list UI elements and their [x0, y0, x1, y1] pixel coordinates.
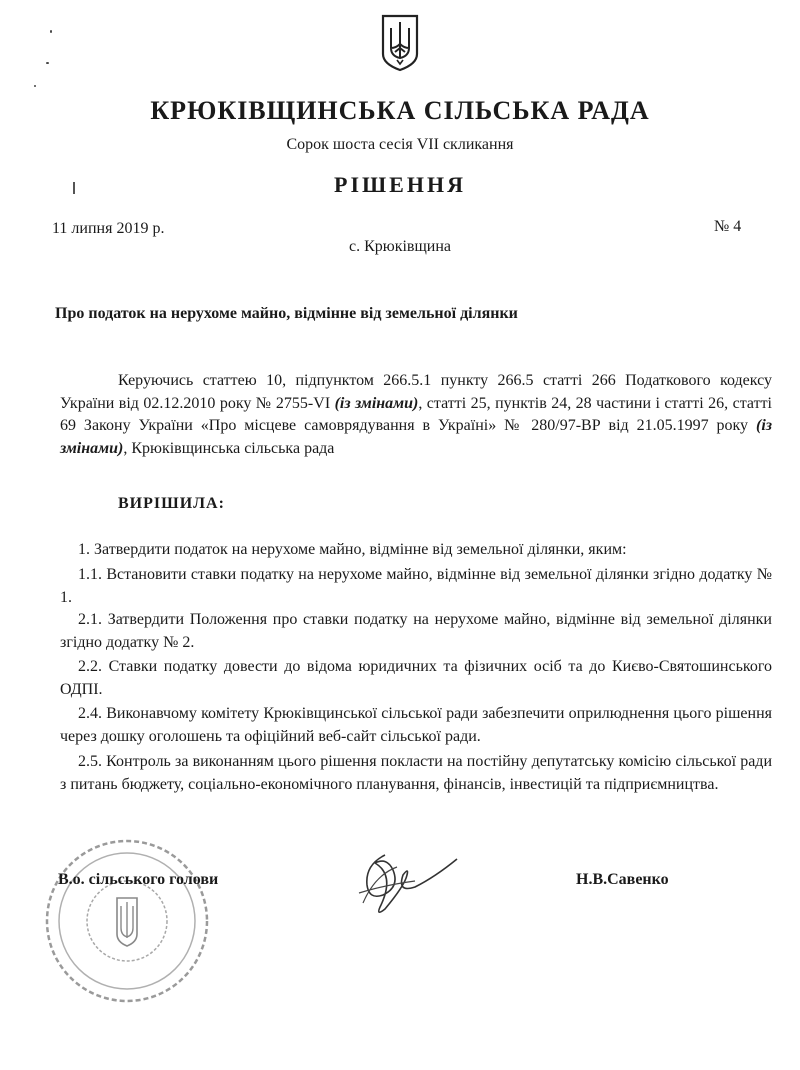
resolution-item: 2.5. Контроль за виконанням цього рішення покласти на постійну депутатську комісію сільської ради з питань бюджету, соціально-економічного планування, фінансів, інвестицій та підприємництва.: [60, 753, 772, 793]
preamble-part: Керуючись статтею 10, підпунктом 266.5.1 пункту 266.5 статті 266 Податкового кодексу України від 02.12.2010 року № 2755-VI: [60, 372, 772, 412]
preamble-part: , Крюківщинська сільська рада: [123, 439, 335, 457]
decision-place: с. Крюківщина: [348, 238, 452, 255]
preamble-emphasis: (із змінами): [60, 417, 772, 457]
resolution-item: 2.2. Ставки податку довести до відома юридичних та фізичних осіб та до Києво-Святошинського ОДПІ.: [60, 658, 772, 698]
session-line: Сорок шоста сесія VII скликання: [286, 136, 514, 153]
decision-subject: Про податок на нерухоме майно, відмінне від земельної ділянки: [55, 305, 518, 322]
document-type: РІШЕННЯ: [334, 172, 466, 197]
signatory-name: Н.В.Савенко: [576, 871, 669, 888]
resolution-item: 1.1. Встановити ставки податку на нерухоме майно, відмінне від земельної ділянки згідно додатку № 1.: [60, 566, 772, 606]
scan-speck: [46, 62, 49, 64]
resolved-heading: ВИРІШИЛА:: [118, 495, 225, 512]
decision-date: 11 липня 2019 р.: [52, 220, 165, 237]
resolution-item: 2.4. Виконавчому комітету Крюківщинської сільської ради забезпечити оприлюднення цього рішення через дошку оголошень та офіційний веб-сайт сільської ради.: [60, 705, 772, 745]
scan-speck: [50, 30, 52, 33]
preamble-emphasis: (із змінами): [334, 394, 419, 412]
trident-emblem-icon: [380, 14, 420, 72]
scan-speck: [34, 85, 36, 87]
preamble-paragraph: [60, 370, 772, 460]
official-seal-icon: [42, 836, 212, 1006]
signatory-title: В.о. сільського голови: [58, 871, 219, 888]
resolution-item: 1. Затвердити податок на нерухоме майно, відмінне від земельної ділянки, яким:: [78, 541, 627, 558]
resolution-item: 2.1. Затвердити Положення про ставки податку на нерухоме майно, відмінне від земельної ділянки згідно додатку № 2.: [60, 611, 772, 651]
council-name: КРЮКІВЩИНСЬКА СІЛЬСЬКА РАДА: [150, 96, 650, 125]
decision-number: № 4: [714, 218, 742, 235]
preamble-part: , статті 25, пунктів 24, 28 частини і статті 26, статті 69 Закону України «Про місцеве самоврядування в Україні» № 280/97-ВР від 21.05.1997 року: [60, 394, 773, 434]
handwritten-signature-icon: [345, 845, 465, 925]
